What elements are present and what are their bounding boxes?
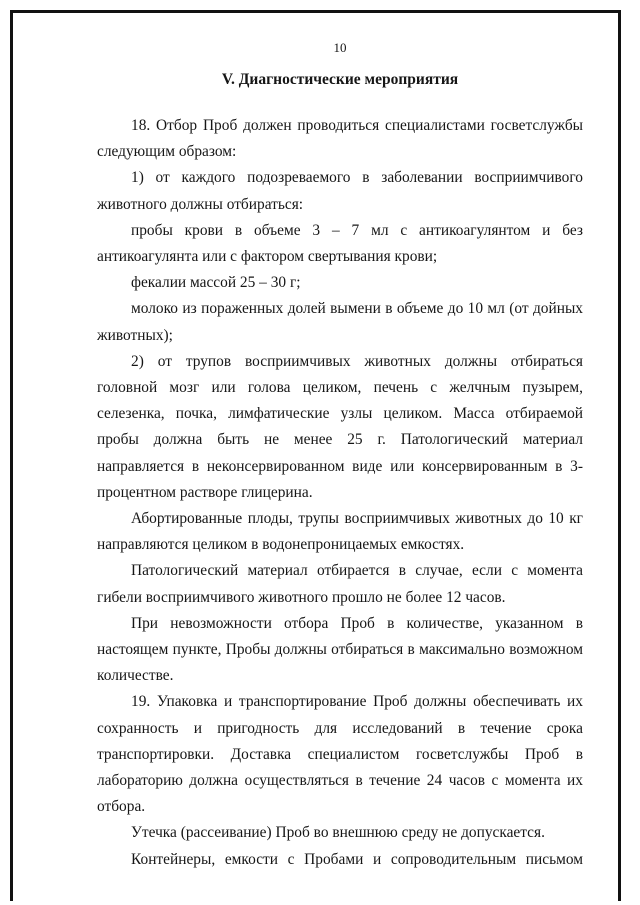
paragraph-feces: фекалии массой 25 – 30 г; [131,274,301,292]
paragraph-18-item-1: 1) от каждого подозреваемого в заболевании восприимчивого животного должны отбираться: [97,169,583,213]
paragraph-blood-samples: пробы крови в объеме 3 – 7 мл с антикоагулянтом и без антикоагулянта или с фактором свертывания крови; [97,221,583,266]
paragraph-containers: Контейнеры, емкости с Пробами и сопроводительным письмом [131,850,583,868]
page-number: 10 [333,40,347,55]
document-page [10,10,621,901]
paragraph-sampling-time: Патологический материал отбирается в случае, если с момента гибели восприимчивого животного прошло не более 12 часов. [97,562,583,606]
paragraph-aborted-fetuses: Абортированные плоды, трупы восприимчивых животных до 10 кг направляются целиком в водонепроницаемых емкостях. [97,510,583,554]
paragraph-18-item-2: 2) от трупов восприимчивых животных должны отбираться головной мозг или голова целиком, печень с желчным пузырем, селезенка, почка, лимфатические узлы целиком. Масса отбираемой пробы должна быть не менее 25 г. Патологический материал направляется в неконсервированном виде или консервированным в 3-процентном растворе глицерина. [97,352,583,501]
paragraph-leak: Утечка (рассеивание) Проб во внешнюю среду не допускается. [131,824,545,842]
paragraph-19: 19. Упаковка и транспортирование Проб должны обеспечивать их сохранность и пригодность для исследований в течение срока транспортировки. Доставка специалистом госветслужбы Проб в лабораторию должна осуществляться в течение 24 часов с момента их отбора. [97,693,583,816]
paragraph-18-intro: 18. Отбор Проб должен проводиться специалистами госветслужбы следующим образом: [97,117,583,161]
body-text [97,113,583,873]
paragraph-milk: молоко из пораженных долей вымени в объеме до 10 мл (от дойных животных); [97,300,583,344]
section-title: V. Диагностические мероприятия [221,71,459,88]
paragraph-sample-quantity: При невозможности отбора Проб в количестве, указанном в настоящем пункте, Пробы должны отбираться в максимально возможном количестве. [97,614,583,685]
page-content [97,37,583,873]
